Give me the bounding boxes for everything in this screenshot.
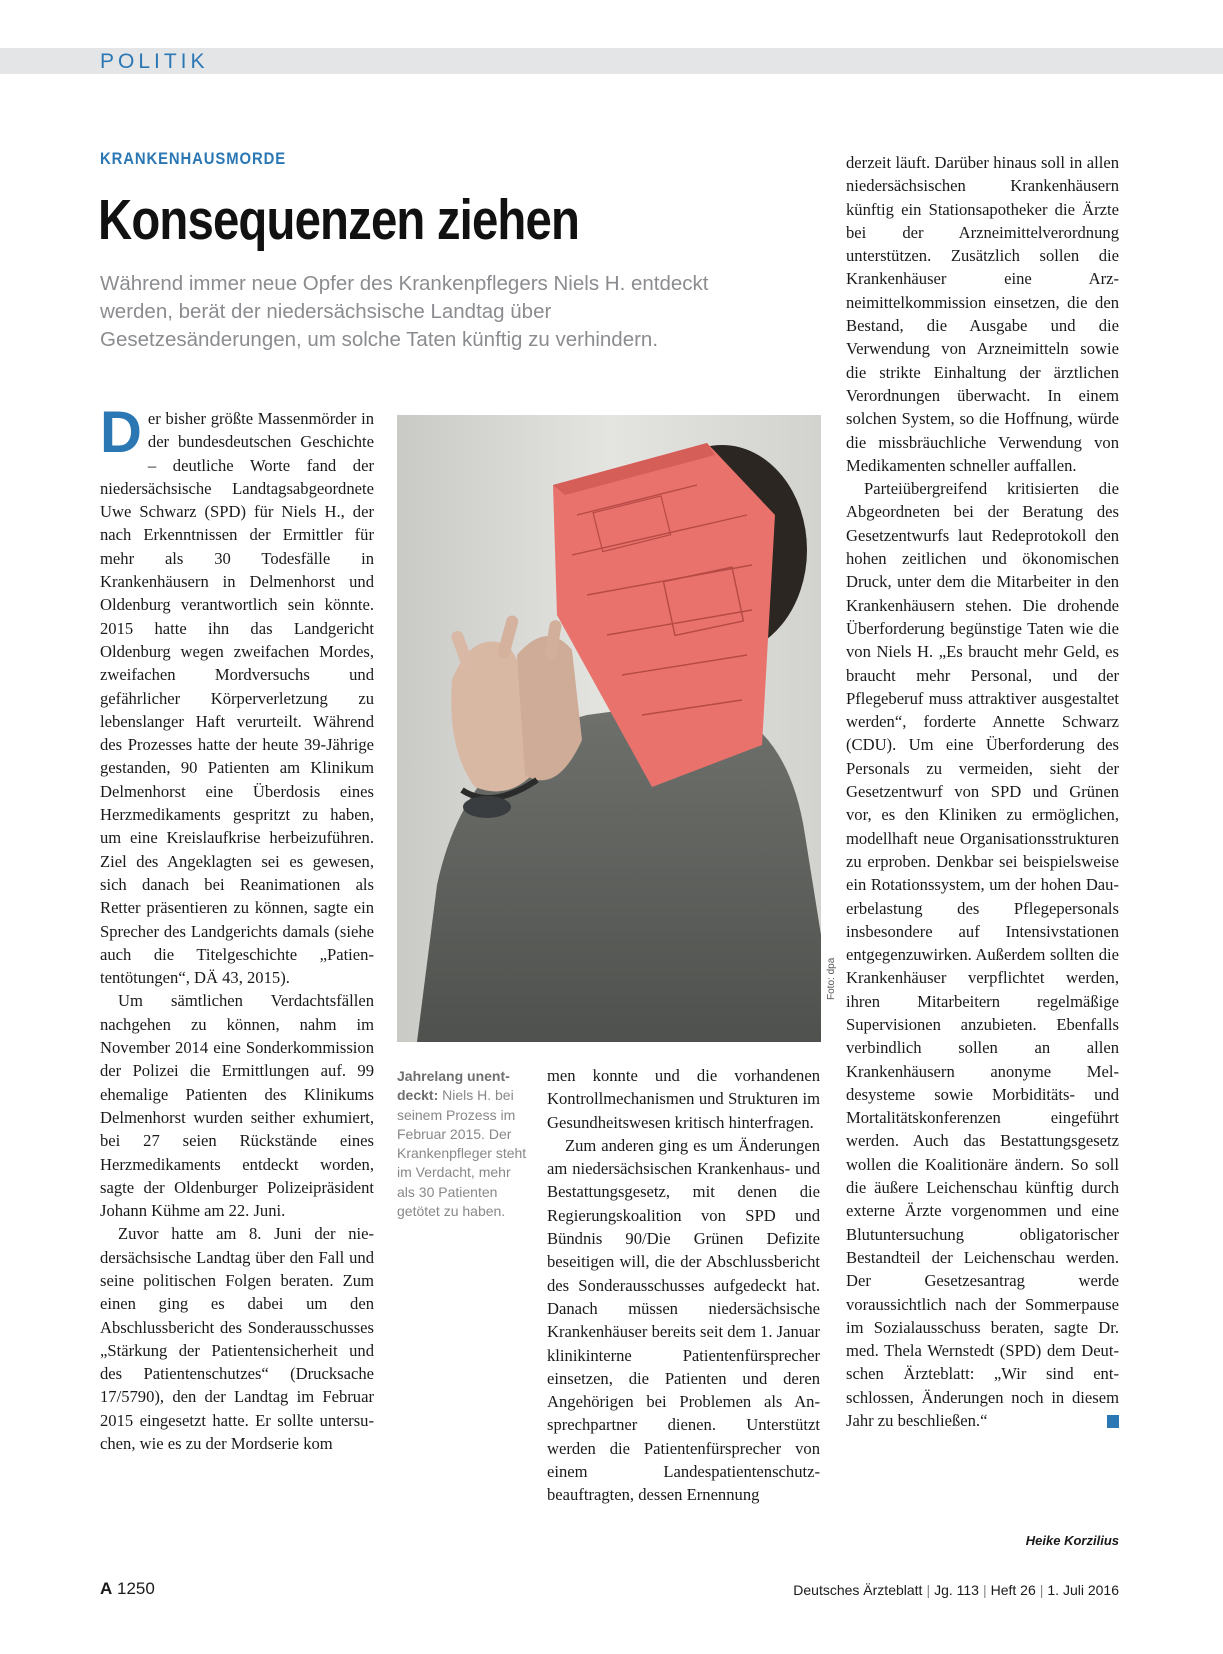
journal-date: 1. Juli 2016: [1047, 1582, 1119, 1598]
photo-caption: [397, 1067, 532, 1221]
article-paragraph: Zum anderen ging es um Änderungen am niedersächsischen Krankenhaus- und Bestattungsgesetz, mit denen die Regierungskoalition von SPD und Bündnis 90/Die Grünen Defizite beseitigen will, die der Abschlussbericht des Sonderausschusses aufgedeckt hat. Danach müssen niedersächsische Krankenhäuser bereits seit dem 1. Januar klinikinterne Patientenfürsprecher einsetzen, die Patienten und deren Angehörigen bei Problemen als Ansprechpartner dienen. Unterstützt werden die Patientenfürsprecher von einem Landespatientenschutzbeauftragten, dessen Ernennung: [547, 1135, 820, 1505]
page-prefix: A: [100, 1579, 113, 1598]
author-byline: Heike Korzilius: [1025, 1533, 1119, 1548]
journal-issue: Heft 26: [990, 1582, 1036, 1598]
article-paragraph: men konnte und die vorhandenen Kontrollmechanismen und Strukturen im Gesundheitswesen kritisch hinterfragen.: [547, 1066, 820, 1132]
paragraph-text: er bisher größte Massenmörder in der bundesdeutschen Geschichte – deutliche Worte fand der niedersächsische Landtagsabgeordnete Uwe Schwarz (SPD) für Niels H., der nach Erkenntnissen der Ermittler für mehr als 30 Todesfälle in Krankenhäusern in Delmenhorst und Oldenburg verantwortlich sein könnte. 2015 hatte ihn das Landgericht Oldenburg wegen zweifachen Mordes, zweifachen Mordversuchs und gefährlicher Körperverletzung zu lebenslanger Haft verurteilt. Während des Prozesses hatte der heute 39-Jährige gestanden, 90 Patienten am Klinikum Delmenhorst eine Überdosis eines Herzmedikaments gespritzt zu haben, um eine Kreislaufkrise herbeizuführen. Ziel des Angeklagten sei es gewesen, sich danach bei Reanimationen als Retter präsentieren zu können, sagte ein Sprecher des Landgerichts damals (siehe auch die Titelgeschichte „Patiententötungen“, DÄ 43, 2015).: [100, 409, 374, 988]
photo-credit: Foto: dpa: [826, 957, 837, 1000]
journal-volume: Jg. 113: [934, 1582, 979, 1598]
article-column-2: [547, 1064, 820, 1507]
article-paragraph: Zuvor hatte am 8. Juni der niedersächsische Landtag über den Fall und seine politischen Folgen beraten. Zum einen ging es dabei um den Abschlussbericht des Sonderausschusses „Stärkung der Patientensicherheit und des Patientenschutzes“ (Drucksache 17/5790), den der Landtag im Februar 2015 eingesetzt hatte. Er sollte untersuchen, wie es zu der Mordserie kom: [100, 1224, 374, 1454]
article-paragraph: derzeit läuft. Darüber hinaus soll in allen niedersächsischen Krankenhäusern künftig ein Stationsapotheker die Ärzte bei der Arzneimittelverordnung unterstützen. Zusätzlich sollen die Krankenhäuser eine Arzneimittelkommission einsetzen, die den Bestand, die Ausgabe und die Verwendung von Arzneimitteln sowie die strikte Einhaltung der ärztlichen Verordnungen überwacht. In einem solchen System, so die Hoffnung, würde die missbräuchliche Verwendung von Medikamenten schneller auffallen.: [846, 153, 1119, 475]
headline: Konsequenzen ziehen: [98, 188, 580, 252]
drop-cap: D: [100, 400, 142, 465]
kicker: KRANKENHAUSMORDE: [100, 150, 287, 168]
journal-name: Deutsches Ärzteblatt: [793, 1582, 923, 1598]
section-label: POLITIK: [100, 50, 209, 73]
caption-lead: Jahrelang unentdeckt:: [397, 1068, 510, 1104]
article-column-3: [846, 151, 1119, 1432]
handcuff-lock: [463, 796, 511, 818]
article-photo: [397, 415, 821, 1042]
end-of-article-icon: [1107, 1415, 1119, 1428]
article-paragraph: [100, 400, 374, 989]
footer-citation: Deutsches Ärzteblatt | Jg. 113 | Heft 26 | 1. Juli 2016: [793, 1582, 1119, 1598]
article-column-1: [100, 400, 374, 1455]
article-paragraph: Um sämtlichen Verdachtsfällen nachgehen zu können, nahm im November 2014 eine Sonderkommission der Polizei die Ermittlungen auf. 99 ehemalige Patienten des Klinikums Delmenhorst wurden seither exhumiert, bei 27 seien Rückstände eines Herzmedikaments entdeckt worden, sagte der Oldenburger Polizeipräsident Johann Kühme am 22. Juni.: [100, 991, 374, 1221]
caption-text: Niels H. bei seinem Prozess im Februar 2015. Der Krankenpfleger steht im Verdacht, mehr als 30 Patienten getötet zu haben.: [397, 1087, 527, 1220]
page-number: [100, 1579, 155, 1599]
paragraph-text: Parteiübergreifend kritisierten die Abgeordneten bei der Beratung des Gesetzentwurfs laut Redeprotokoll den hohen zeitlichen und ökonomischen Druck, unter dem die Mitarbeiter in den Krankenhäusern stehen. Die drohende Überforderung begünstige Taten wie die von Niels H. „Es braucht mehr Geld, es braucht mehr Personal, und der Pflegeberuf muss attraktiver ausgestaltet werden“, forderte Annette Schwarz (CDU). Um eine Überforderung des Personals zu vermeiden, sieht der Gesetzentwurf von SPD und Grünen vor, es den Kliniken zu ermöglichen, modellhaft neue Organisationsstrukturen zu erproben. Denkbar sei beispielsweise ein Rotationssystem, um der hohen Dauerbelastung des Pflegepersonals insbesondere auf Intensivstationen entgegenzuwirken. Außerdem sollten die Krankenhäuser verpflichtet werden, ihren Mitarbeitern regelmäßige Supervisionen anzubieten. Ebenfalls verbindlich sollen an allen Krankenhäusern anonyme Meldesysteme sowie Morbiditäts- und Mortalitätskonferenzen eingeführt werden. Auch das Bestattungsgesetz wollen die Koalitionäre ändern. So soll die äußere Leichenschau künftig durch externe Ärzte vorgenommen und eine Blutuntersuchung obligatorischer Bestandteil der Leichenschau werden. Der Gesetzesantrag werde voraussichtlich nach der Sommerpause im Sozialausschuss beraten, sagte Dr. med. Thela Wernstedt (SPD) dem Deutschen Ärzteblatt: „Wir sind entschlossen, Änderungen noch in diesem Jahr zu beschließen.“: [846, 479, 1119, 1431]
article-paragraph: [846, 477, 1119, 1432]
page-number-value: 1250: [117, 1579, 155, 1598]
lead-paragraph: Während immer neue Opfer des Krankenpflegers Niels H. entdeckt werden, berät der niedersächsische Landtag über Gesetzesänderungen, um solche Taten künftig zu verhindern.: [100, 272, 709, 351]
